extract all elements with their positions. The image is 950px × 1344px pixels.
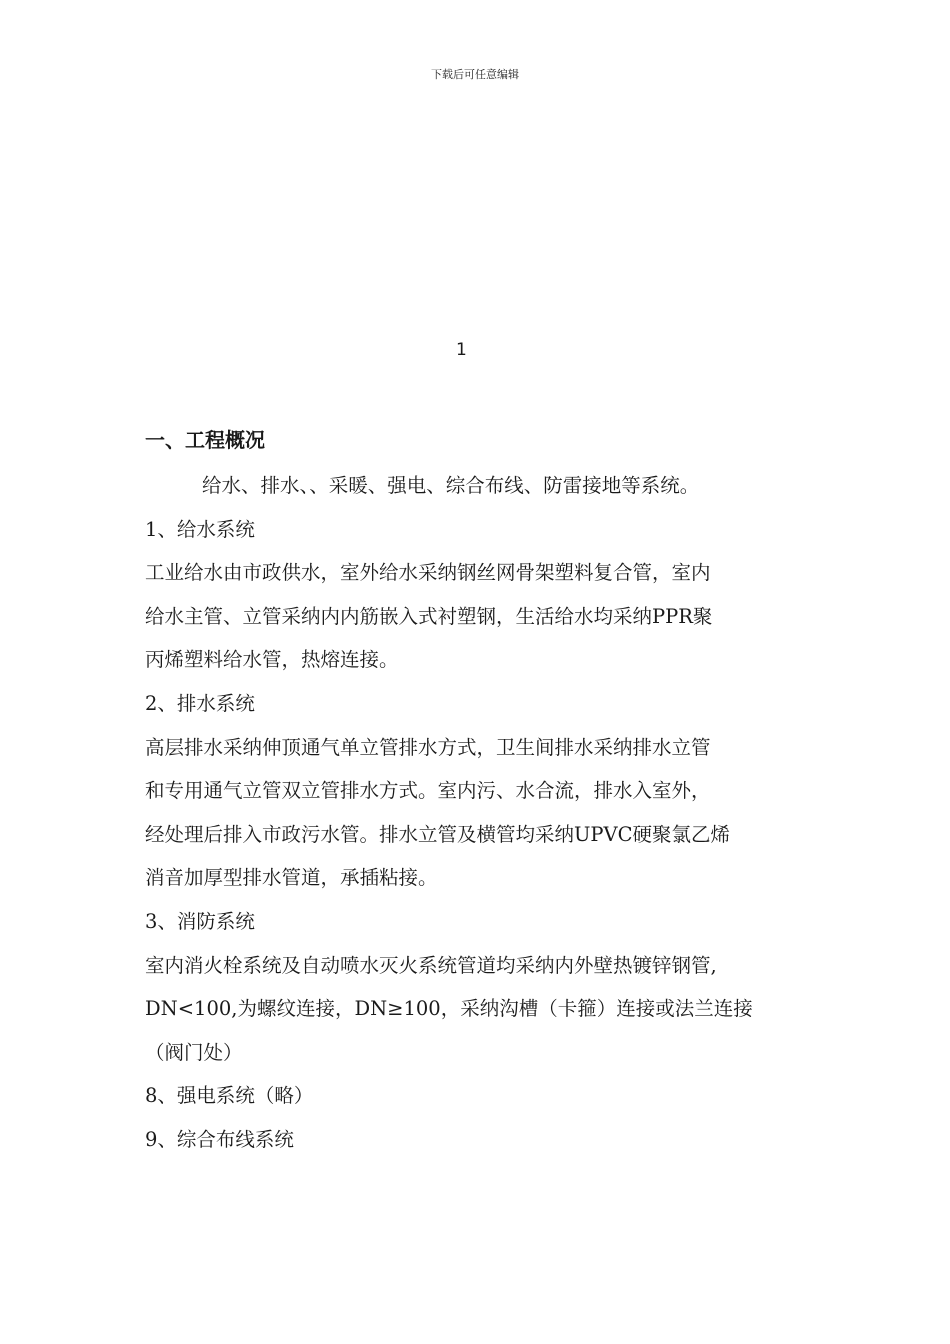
- section-title: 一、工程概况: [145, 428, 265, 452]
- subheading-drainage: 2、排水系统: [145, 691, 255, 715]
- paragraph-line: 给水主管、立管采纳内内筋嵌入式衬塑钢，生活给水均采纳PPR聚: [145, 604, 713, 628]
- paragraph-line: 工业给水由市政供水，室外给水采纳钢丝网骨架塑料复合管，室内: [145, 561, 711, 585]
- page-number: 1: [456, 340, 467, 360]
- paragraph-line: 消音加厚型排水管道，承插粘接。: [145, 866, 438, 890]
- paragraph-line: 室内消火栓系统及自动喷水灭火系统管道均采纳内外壁热镀锌钢管,: [145, 953, 717, 977]
- intro-paragraph: 给水、排水、、采暖、强电、综合布线、防雷接地等系统。: [202, 474, 700, 497]
- paragraph-line: 经处理后排入市政污水管。排水立管及横管均采纳UPVC硬聚氯乙烯: [145, 822, 731, 846]
- header-note: 下载后可任意编辑: [431, 68, 519, 81]
- paragraph-line: （阀门处）: [145, 1040, 243, 1064]
- subheading-fire-protection: 3、消防系统: [145, 909, 255, 933]
- paragraph-line: 和专用通气立管双立管排水方式。室内污、水合流，排水入室外，: [145, 779, 711, 803]
- paragraph-line: 高层排水采纳伸顶通气单立管排水方式，卫生间排水采纳排水立管: [145, 735, 711, 759]
- subheading-power: 8、强电系统（略）: [145, 1084, 314, 1108]
- paragraph-line: DN<100,为螺纹连接，DN≥100，采纳沟槽（卡箍）连接或法兰连接: [145, 997, 753, 1021]
- subheading-water-supply: 1、给水系统: [145, 517, 255, 541]
- document-body: [145, 464, 810, 1162]
- subheading-cabling: 9、综合布线系统: [145, 1127, 294, 1151]
- paragraph-line: 丙烯塑料给水管，热熔连接。: [145, 648, 399, 672]
